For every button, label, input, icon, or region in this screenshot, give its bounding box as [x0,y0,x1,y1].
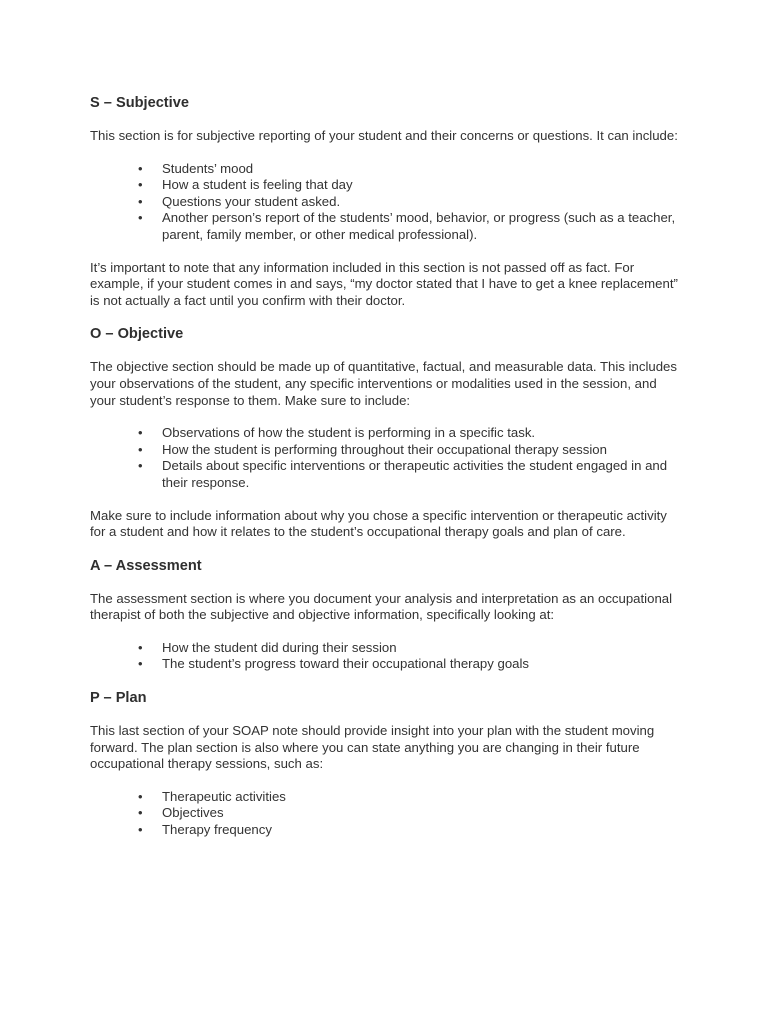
objective-intro: The objective section should be made up of quantitative, factual, and measurable data. This includes your observations of the student, any specific interventions or modalities used in the session, and your student’s response to them. Make sure to include: [90,359,677,408]
list-item-text: Therapeutic activities [162,788,286,804]
list-item [138,788,678,806]
list-item-text: How a student is feeling that day [162,177,353,193]
objective-bullet-list [90,425,678,491]
plan-intro: This last section of your SOAP note should provide insight into your plan with the student moving forward. The plan section is also where you can state anything you are changing in their future occupational therapy sessions, such as: [90,723,655,772]
plan-bullet-list [90,789,678,839]
assessment-bullet-list [90,640,678,673]
section-plan [90,689,678,839]
bullet-icon: • [138,805,143,821]
section-heading-subjective: S – Subjective [90,95,189,111]
bullet-icon: • [138,639,143,655]
list-item-text: The student’s progress toward their occupational therapy goals [162,656,530,672]
section-assessment [90,557,678,673]
bullet-icon: • [138,193,143,209]
list-item [138,639,678,657]
list-item-text: Another person’s report of the students’ mood, behavior, or progress (such as a teacher, parent, family member, or other medical professional). [162,210,676,242]
assessment-intro: The assessment section is where you document your analysis and interpretation as an occupational therapist of both the subjective and objective information, specifically looking at: [90,590,673,623]
bullet-icon: • [138,177,143,193]
section-objective [90,325,678,540]
list-item-text: Observations of how the student is performing in a specific task. [162,425,536,441]
section-heading-assessment: A – Assessment [90,557,202,574]
list-item-text: How the student did during their session [162,639,397,655]
list-item [138,210,678,243]
list-item [138,441,678,459]
list-item-text: Objectives [162,805,224,821]
bullet-icon: • [138,822,143,838]
section-heading-plan: P – Plan [90,690,147,707]
list-item [138,656,678,673]
list-item-text: Details about specific interventions or therapeutic activities the student engaged in and their response. [162,458,668,490]
list-item-text: How the student is performing throughout their occupational therapy session [162,441,607,457]
list-item-text: Therapy frequency [162,822,272,838]
bullet-icon: • [138,441,143,457]
bullet-icon: • [138,160,143,176]
bullet-icon: • [138,425,143,441]
list-item [138,458,678,491]
list-item-text: Students’ mood [162,160,254,176]
bullet-icon: • [138,458,143,474]
subjective-closing: It’s important to note that any information included in this section is not passed off as fact. For example, if your student comes in and says, “my doctor stated that I have to get a knee replacement” is not actually a fact until you confirm with their doctor. [90,259,678,308]
list-item [138,822,678,839]
list-item [138,805,678,822]
section-subjective [90,94,678,309]
subjective-bullet-list [90,161,678,244]
section-heading-objective: O – Objective [90,326,184,343]
bullet-icon: • [138,788,143,804]
bullet-icon: • [138,210,143,226]
list-item-text: Questions your student asked. [162,193,341,209]
bullet-icon: • [138,656,143,672]
list-item [138,177,678,194]
objective-closing: Make sure to include information about why you chose a specific intervention or therapeutic activity for a student and how it relates to the student’s occupational therapy goals and plan of care. [90,507,667,540]
subjective-intro: This section is for subjective reporting of your student and their concerns or questions. It can include: [90,128,678,143]
list-item [138,425,678,442]
list-item [138,160,678,178]
list-item [138,193,678,211]
